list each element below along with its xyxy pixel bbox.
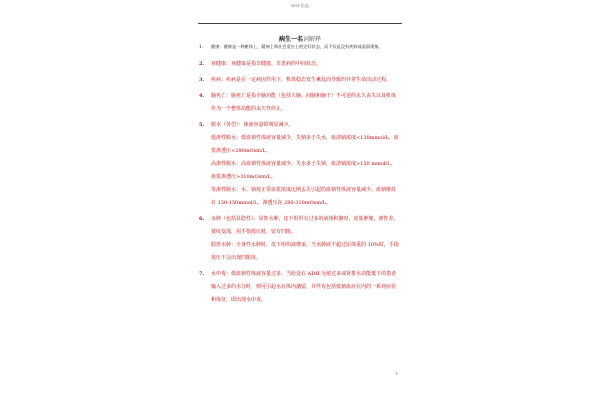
- item-number: 5.: [199, 122, 205, 128]
- definition-item-dehydration: [199, 119, 399, 210]
- item-number: 3.: [199, 77, 205, 83]
- item-text: 健康：健康是一种躯体上、精神上和社会适应上的完好状态，而不仅是没有疾病或虚弱现象。: [211, 44, 383, 49]
- item-number: 6.: [199, 216, 205, 222]
- page-number: 1: [395, 372, 398, 376]
- item-text: 亚健康：亚健康是指非健康、非患病的中间状态。: [211, 61, 322, 67]
- sub-definition-hypertonic: 高渗性脱水：高血钠性体液容量减少，失水多于失钠，血清钠浓度>150 mmol/L，血浆渗透压>310mOsm/L。: [211, 161, 396, 180]
- page-title: [192, 34, 408, 43]
- definition-item-disease: [199, 74, 399, 87]
- definition-item-water-intoxication: [199, 268, 399, 307]
- definition-item-brain-death: [199, 90, 399, 116]
- definition-list: [199, 44, 399, 310]
- item-number: 7.: [199, 271, 205, 277]
- item-number: 4.: [199, 93, 205, 99]
- item-text: 疾病：疾病是在一定病因作用下，机体稳态发生紊乱而导致的异常生命活动过程。: [211, 77, 392, 83]
- title-suffix: 词解释: [303, 36, 322, 43]
- sub-definition-hypotonic: 低渗性脱水：低血钠性体液容量减少，失钠多于失水，血清钠浓度<130mmol/L，血浆渗透压<280mOsm/L。: [211, 135, 399, 154]
- running-header: WIT 出品: [291, 3, 309, 8]
- sub-definition-hidden-edema: 隐形水肿：全身性水肿时，皮下组织液增多，当水肿液不超过原体重的 10%时，手指按压不会出现凹陷征。: [211, 242, 399, 261]
- sub-definition-isotonic: 等渗性脱水：水、钠按正常血浆浓度比例丢失引起的血钠性体液容量减少，血钠维持在 130-150mmol/L，渗透压在 280-310mOsm/L。: [211, 187, 397, 206]
- item-text: 脑死亡：脑死亡是指全脑功能（包括大脑、间脑和脑干）不可逆的永久丧失以及机体作为一个整体功能的永久性停止。: [211, 93, 397, 112]
- item-text: 水肿（包括显隐性）：显性水肿，皮下组织有过多的液体积聚时，皮肤肿胀，弹性差，皱纹变浅，用手指按压时，留有凹陷。: [211, 216, 399, 235]
- item-number: 1.: [199, 44, 203, 49]
- definition-item-edema: [199, 213, 399, 265]
- item-text: 脱水（各型）：体液容量的明显减少。: [211, 122, 294, 128]
- item-text: 水中毒：低血钠性体液容量过多，当给处在 ADH 分泌过多或肾排水功能低下的患者输入过多的水分时，则可引起水在体内潴留，并伴有包括低钠血症在内的一系列症状和体征，即出现水中毒。: [211, 271, 397, 303]
- definition-item-health: [199, 44, 399, 50]
- item-number: 2.: [199, 61, 205, 67]
- title-main: 病生一名: [278, 36, 303, 43]
- document-page: [192, 0, 408, 400]
- header-rule: [198, 23, 402, 24]
- definition-item-subhealth: [199, 58, 399, 71]
